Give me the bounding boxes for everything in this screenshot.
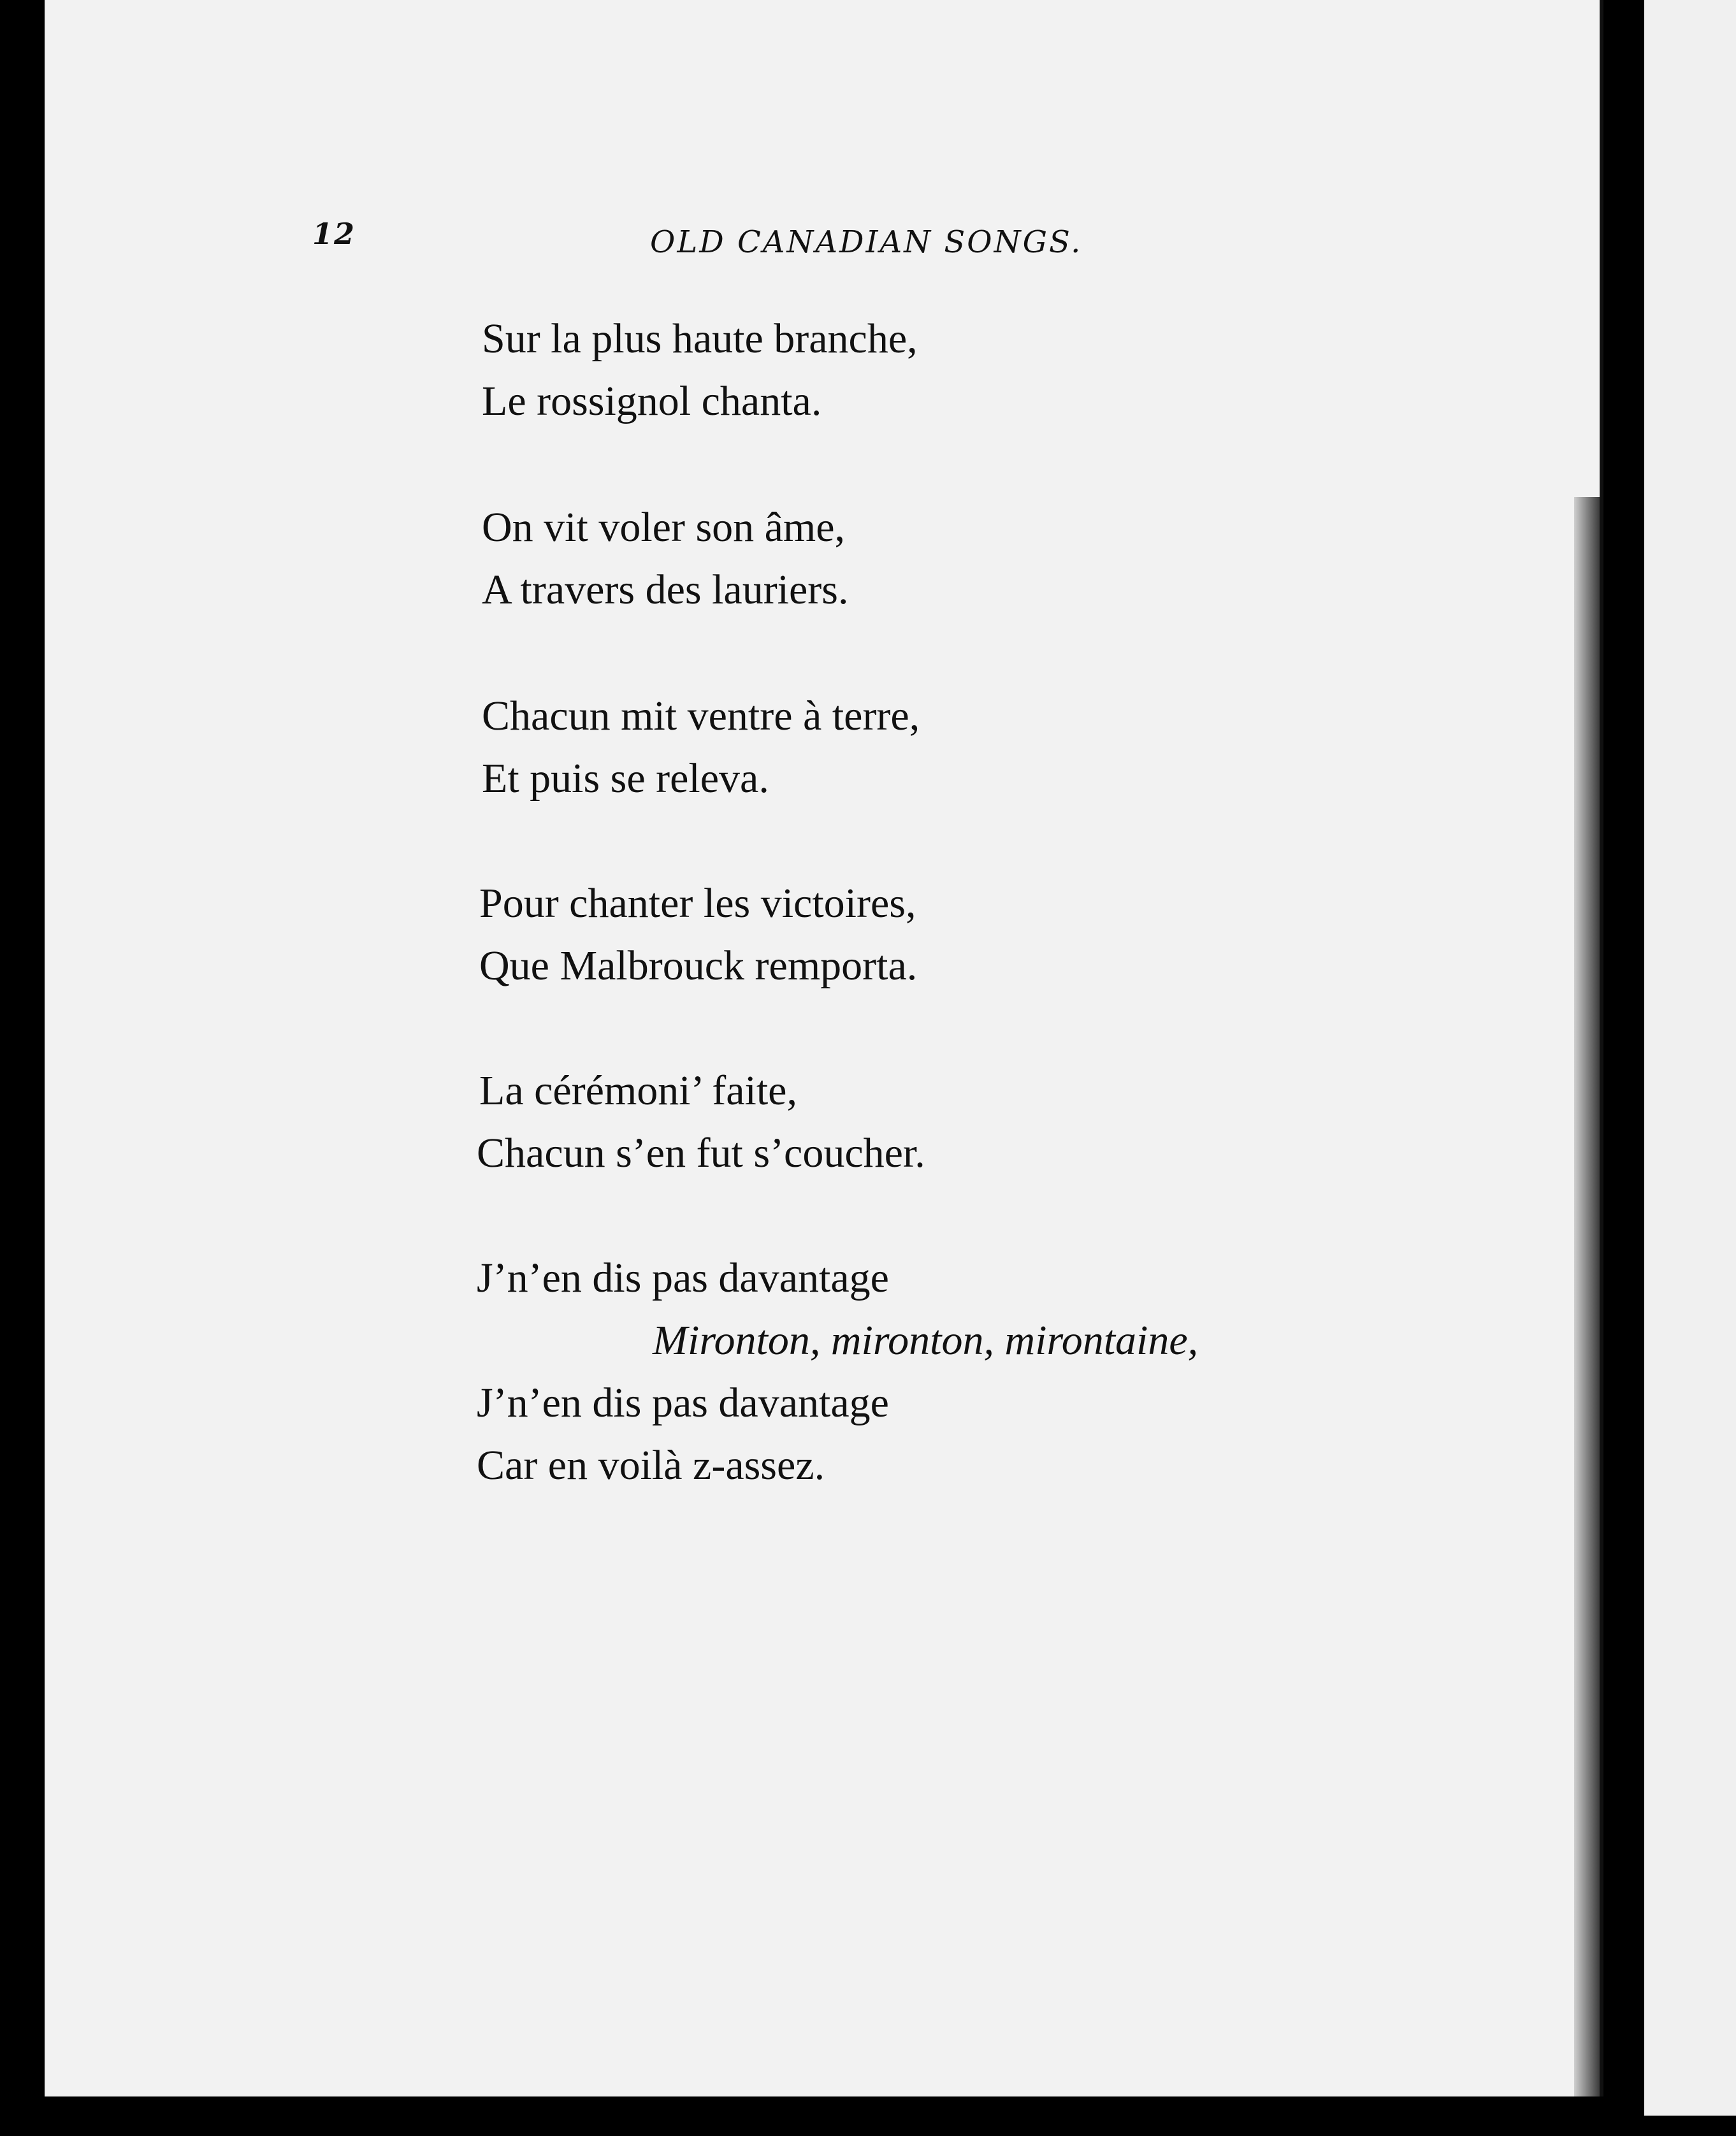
verse-line: J’n’en dis pas davantage xyxy=(477,1380,889,1426)
page-gutter-shadow xyxy=(1574,497,1600,2096)
page-number: 12 xyxy=(312,217,356,251)
verse-line: Chacun mit ventre à terre, xyxy=(482,693,920,739)
refrain-line: Mironton, mironton, mirontaine, xyxy=(653,1317,1199,1364)
verse-line: Pour chanter les victoires, xyxy=(479,880,916,927)
verse-line: J’n’en dis pas davantage xyxy=(477,1255,889,1301)
verse-line: A travers des lauriers. xyxy=(482,566,849,613)
facing-page-edge xyxy=(1644,0,1736,2116)
verse-line: Chacun s’en fut s’coucher. xyxy=(477,1130,925,1176)
verse-line: Car en voilà z-assez. xyxy=(477,1442,825,1489)
verse-line: On vit voler son âme, xyxy=(482,504,846,551)
verse-line: La cérémoni’ faite, xyxy=(479,1067,797,1114)
verse-line: Que Malbrouck remporta. xyxy=(479,942,918,989)
verse-line: Et puis se releva. xyxy=(482,755,769,802)
verse-line: Le rossignol chanta. xyxy=(482,378,822,424)
verse-line: Sur la plus haute branche, xyxy=(482,315,918,362)
running-title: OLD CANADIAN SONGS. xyxy=(650,224,1083,260)
